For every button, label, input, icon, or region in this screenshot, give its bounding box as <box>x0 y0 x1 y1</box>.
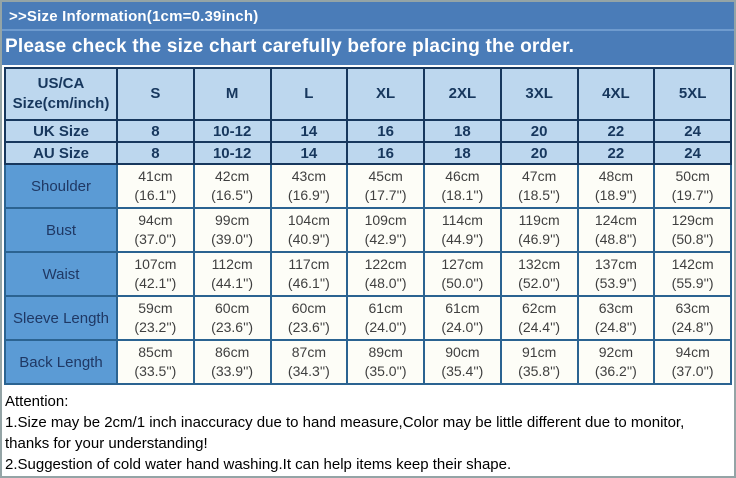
measure-inch: (24.0'') <box>364 319 407 335</box>
row-au-size <box>5 142 731 164</box>
measure-cm: 60cm <box>291 300 326 316</box>
measure-value-cell <box>117 208 194 252</box>
measure-inch: (42.9'') <box>364 231 407 247</box>
measure-cm: 124cm <box>594 212 637 228</box>
measure-value-cell <box>194 164 271 208</box>
measure-inch: (55.9'') <box>671 275 714 291</box>
measure-inch: (50.8'') <box>671 231 714 247</box>
header-cell-5xl: 5XL <box>654 68 731 120</box>
size-value-cell: 8 <box>117 120 194 142</box>
measure-value-cell <box>501 340 578 384</box>
measure-value-cell <box>424 208 501 252</box>
row-bust <box>5 208 731 252</box>
measure-inch: (33.5'') <box>134 363 177 379</box>
measure-cm: 109cm <box>364 212 407 228</box>
measure-inch: (48.8'') <box>594 231 637 247</box>
measure-value-cell <box>117 340 194 384</box>
measure-value-cell <box>271 252 348 296</box>
measure-cm: 46cm <box>445 168 480 184</box>
measure-cm: 137cm <box>594 256 637 272</box>
measure-value-cell <box>501 208 578 252</box>
measure-cm: 114cm <box>441 212 483 228</box>
measure-cm: 63cm <box>598 300 633 316</box>
measure-inch: (46.1'') <box>287 275 330 291</box>
row-label-shoulder: Shoulder <box>5 164 117 208</box>
banner-subtitle: Please check the size chart carefully before placing the order. <box>5 36 575 57</box>
measure-inch: (39.0'') <box>211 231 254 247</box>
row-label-sleeve-length: Sleeve Length <box>5 296 117 340</box>
measure-value-cell <box>347 340 424 384</box>
size-value-cell: 16 <box>347 120 424 142</box>
measure-cm: 87cm <box>291 344 326 360</box>
measure-cm: 127cm <box>441 256 484 272</box>
measure-inch: (44.9'') <box>441 231 484 247</box>
measure-cm: 94cm <box>138 212 173 228</box>
measure-cm: 50cm <box>675 168 710 184</box>
measure-value-cell <box>194 340 271 384</box>
size-value-cell: 14 <box>271 120 348 142</box>
size-value-cell: 22 <box>578 142 655 164</box>
measure-value-cell <box>424 340 501 384</box>
measure-inch: (33.9'') <box>211 363 254 379</box>
measure-inch: (16.5'') <box>211 187 254 203</box>
row-sleeve-length <box>5 296 731 340</box>
measure-value-cell <box>501 252 578 296</box>
measure-value-cell <box>117 252 194 296</box>
header-cell-2xl: 2XL <box>424 68 501 120</box>
header-cell-size-system: US/CA Size(cm/inch) <box>5 68 117 120</box>
measure-inch: (46.9'') <box>518 231 561 247</box>
measure-cm: 59cm <box>138 300 173 316</box>
measure-cm: 48cm <box>598 168 633 184</box>
measure-cm: 119cm <box>518 212 560 228</box>
measure-value-cell <box>501 296 578 340</box>
measure-cm: 86cm <box>215 344 250 360</box>
header-row <box>5 68 731 120</box>
row-uk-size <box>5 120 731 142</box>
measure-cm: 43cm <box>291 168 326 184</box>
header-cell-l: L <box>271 68 348 120</box>
measure-cm: 99cm <box>215 212 250 228</box>
attention-title: Attention: <box>5 393 69 410</box>
measure-cm: 62cm <box>522 300 557 316</box>
size-value-cell: 10-12 <box>194 142 271 164</box>
measure-value-cell <box>578 164 655 208</box>
measure-inch: (23.6'') <box>287 319 330 335</box>
measure-inch: (50.0'') <box>441 275 484 291</box>
measure-value-cell <box>271 208 348 252</box>
measure-cm: 92cm <box>598 344 633 360</box>
measure-inch: (37.0'') <box>671 363 714 379</box>
size-value-cell: 24 <box>654 142 731 164</box>
size-chart-table <box>4 67 732 385</box>
measure-cm: 142cm <box>671 256 714 272</box>
attention-note-2: 2.Suggestion of cold water hand washing.It can help items keep their shape. <box>5 456 512 473</box>
row-label-au-size: AU Size <box>5 142 117 164</box>
measure-value-cell <box>117 164 194 208</box>
measure-value-cell <box>424 252 501 296</box>
measure-cm: 63cm <box>675 300 710 316</box>
measure-inch: (35.4'') <box>441 363 484 379</box>
measure-value-cell <box>194 252 271 296</box>
measure-value-cell <box>578 252 655 296</box>
measure-inch: (16.1'') <box>134 187 177 203</box>
measure-value-cell <box>578 340 655 384</box>
measure-value-cell <box>654 252 731 296</box>
size-value-cell: 22 <box>578 120 655 142</box>
measure-cm: 107cm <box>134 256 177 272</box>
measure-inch: (23.2'') <box>134 319 177 335</box>
banner-title: >>Size Information(1cm=0.39inch) <box>9 8 259 25</box>
measure-inch: (40.9'') <box>287 231 330 247</box>
measure-cm: 45cm <box>368 168 403 184</box>
measure-inch: (37.0'') <box>134 231 177 247</box>
measure-cm: 117cm <box>288 256 330 272</box>
measure-value-cell <box>578 208 655 252</box>
measure-inch: (53.9'') <box>594 275 637 291</box>
measure-inch: (35.0'') <box>364 363 407 379</box>
size-value-cell: 16 <box>347 142 424 164</box>
measure-inch: (42.1'') <box>134 275 177 291</box>
header-cell-m: M <box>194 68 271 120</box>
measure-value-cell <box>654 340 731 384</box>
measure-inch: (48.0'') <box>364 275 407 291</box>
measure-inch: (16.9'') <box>287 187 330 203</box>
measure-cm: 61cm <box>368 300 403 316</box>
measure-cm: 132cm <box>518 256 561 272</box>
header-cell-xl: XL <box>347 68 424 120</box>
measure-inch: (19.7'') <box>671 187 714 203</box>
measure-cm: 129cm <box>671 212 714 228</box>
measure-cm: 42cm <box>215 168 250 184</box>
attention-note-1-cont: thanks for your understanding! <box>5 435 208 452</box>
row-label-back-length: Back Length <box>5 340 117 384</box>
measure-value-cell <box>501 164 578 208</box>
header-cell-3xl: 3XL <box>501 68 578 120</box>
measure-inch: (18.9'') <box>594 187 637 203</box>
measure-inch: (34.3'') <box>287 363 330 379</box>
measure-value-cell <box>194 296 271 340</box>
measure-value-cell <box>271 164 348 208</box>
measure-inch: (24.8'') <box>671 319 714 335</box>
measure-inch: (17.7'') <box>364 187 407 203</box>
measure-inch: (18.5'') <box>518 187 561 203</box>
measure-cm: 94cm <box>675 344 710 360</box>
header-cell-4xl: 4XL <box>578 68 655 120</box>
measure-cm: 104cm <box>287 212 330 228</box>
measure-inch: (23.6'') <box>211 319 254 335</box>
measure-value-cell <box>654 208 731 252</box>
measure-value-cell <box>578 296 655 340</box>
measure-inch: (36.2'') <box>594 363 637 379</box>
row-shoulder <box>5 164 731 208</box>
header-cell-s: S <box>117 68 194 120</box>
measure-inch: (24.0'') <box>441 319 484 335</box>
measure-inch: (44.1'') <box>211 275 254 291</box>
measure-value-cell <box>271 340 348 384</box>
size-value-cell: 20 <box>501 142 578 164</box>
size-value-cell: 18 <box>424 120 501 142</box>
measure-inch: (18.1'') <box>441 187 484 203</box>
measure-value-cell <box>424 164 501 208</box>
measure-cm: 90cm <box>445 344 480 360</box>
measure-value-cell <box>194 208 271 252</box>
size-value-cell: 24 <box>654 120 731 142</box>
banner <box>2 2 734 65</box>
row-label-bust: Bust <box>5 208 117 252</box>
measure-value-cell <box>424 296 501 340</box>
size-value-cell: 10-12 <box>194 120 271 142</box>
measure-value-cell <box>347 252 424 296</box>
attention-note-1: 1.Size may be 2cm/1 inch inaccuracy due to hand measure,Color may be little different due to monitor, <box>5 414 685 431</box>
measure-inch: (52.0'') <box>518 275 561 291</box>
measure-value-cell <box>654 296 731 340</box>
measure-cm: 41cm <box>138 168 173 184</box>
measure-cm: 89cm <box>368 344 403 360</box>
size-value-cell: 14 <box>271 142 348 164</box>
measure-cm: 60cm <box>215 300 250 316</box>
measure-inch: (35.8'') <box>518 363 561 379</box>
measure-inch: (24.4'') <box>518 319 561 335</box>
row-label-waist: Waist <box>5 252 117 296</box>
measure-value-cell <box>654 164 731 208</box>
row-label-uk-size: UK Size <box>5 120 117 142</box>
measure-cm: 91cm <box>522 344 557 360</box>
size-chart-wrapper <box>2 65 734 385</box>
measure-inch: (24.8'') <box>594 319 637 335</box>
measure-value-cell <box>271 296 348 340</box>
size-value-cell: 18 <box>424 142 501 164</box>
measure-value-cell <box>347 164 424 208</box>
measure-value-cell <box>347 296 424 340</box>
measure-value-cell <box>117 296 194 340</box>
measure-value-cell <box>347 208 424 252</box>
measure-cm: 47cm <box>522 168 557 184</box>
row-back-length <box>5 340 731 384</box>
measure-cm: 112cm <box>211 256 253 272</box>
attention-section <box>2 385 734 475</box>
measure-cm: 122cm <box>364 256 407 272</box>
row-waist <box>5 252 731 296</box>
measure-cm: 61cm <box>445 300 480 316</box>
size-value-cell: 20 <box>501 120 578 142</box>
measure-cm: 85cm <box>138 344 173 360</box>
size-value-cell: 8 <box>117 142 194 164</box>
